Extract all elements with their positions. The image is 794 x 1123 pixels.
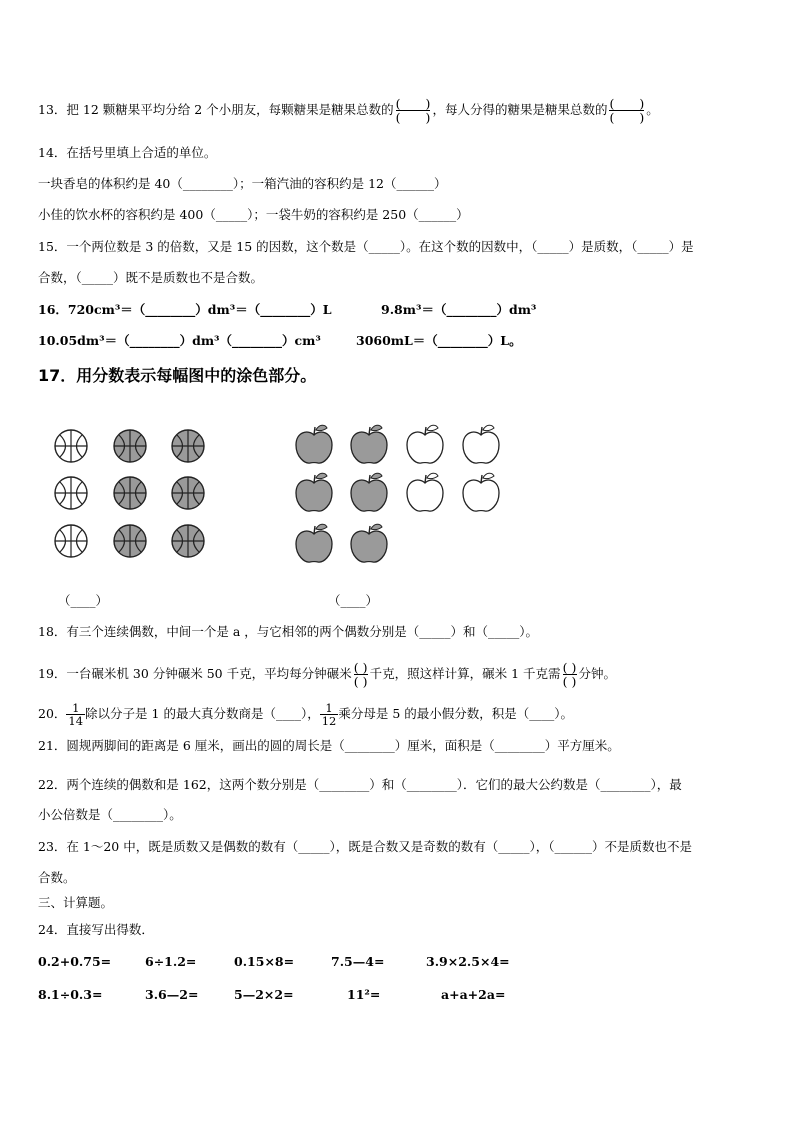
q20-text-b: 乘分母是 5 的最小假分数，积是（____）。	[338, 706, 573, 721]
q24-row1-item: 0.15×8=	[234, 954, 295, 969]
q16-line-2a: 10.05dm³＝（________）dm³（________）cm³	[38, 333, 321, 348]
question-13	[38, 97, 659, 124]
q24-row2-item: 3.6—2=	[145, 987, 199, 1002]
q13-text-b: ，每人分得的糖果是糖果总数的	[432, 102, 608, 117]
basketball-shaded	[114, 525, 146, 557]
q13-fraction-blank-1[interactable]: ( ) ( )	[395, 96, 431, 125]
apple-shaded	[351, 524, 387, 562]
basketball-shaded	[172, 477, 204, 509]
q17-figures	[0, 410, 794, 610]
q24-row1-item: 0.2+0.75=	[38, 954, 112, 969]
apple-unshaded	[463, 425, 499, 463]
q21-text: 21．圆规两脚间的距离是 6 厘米，画出的圆的周长是（________）厘米，面积是（________）平方厘米。	[38, 738, 620, 753]
q14-line-2: 小佳的饮水杯的容积约是 400（_____）；一袋牛奶的容积约是 250（______）	[38, 207, 469, 222]
q14-line-1: 一块香皂的体积约是 40（________）；一箱汽油的容积约是 12（______）	[38, 176, 447, 191]
q20-fraction-2: $\frac{1}{12}$	[321, 701, 337, 728]
q24-row2-item: 5—2×2=	[234, 987, 294, 1002]
basketball-unshaded	[55, 477, 87, 509]
question-19	[38, 661, 616, 688]
apple-unshaded	[407, 473, 443, 511]
q19-text-a: 19．一台碾米机 30 分钟碾米 50 千克，平均每分钟碾米	[38, 666, 352, 681]
q19-text-b: 千克，照这样计算，碾米 1 千克需	[369, 666, 561, 681]
q20-fraction-1: $\frac{1}{14}$	[68, 701, 84, 728]
q15-line-2: 合数，（_____）既不是质数也不是合数。	[38, 270, 264, 285]
q24-row2-item: 8.1÷0.3=	[38, 987, 103, 1002]
q16-line-2b: 3060mL＝（________）L。	[356, 333, 522, 348]
q14-title: 14．在括号里填上合适的单位。	[38, 145, 217, 160]
q19-fraction-blank-2[interactable]: ( ) ( )	[562, 660, 577, 689]
q17-answer-blank-1[interactable]: （____）	[58, 593, 109, 608]
basketball-shaded	[172, 525, 204, 557]
section-3-heading: 三、计算题。	[38, 895, 114, 910]
q15-line-1: 15．一个两位数是 3 的倍数，又是 15 的因数，这个数是（_____）。在这个数的因数中，（_____）是质数，（_____）是	[38, 239, 694, 254]
basketball-group	[55, 430, 204, 557]
q20-text-a: 除以分子是 1 的最大真分数商是（____），	[85, 706, 320, 721]
q24-row2-item: 11²=	[347, 987, 381, 1002]
apple-shaded	[351, 425, 387, 463]
q22-line-1: 22．两个连续的偶数和是 162，这两个数分别是（________）和（________）．它们的最大公约数是（________），最	[38, 777, 682, 792]
q19-text-c: 分钟。	[578, 666, 617, 681]
q13-fraction-blank-2[interactable]: ( ) ( )	[609, 96, 645, 125]
q20-label: 20．	[38, 706, 67, 721]
apple-unshaded	[463, 473, 499, 511]
q16-line-1b: 9.8m³＝（________）dm³	[381, 302, 537, 317]
apple-shaded	[296, 473, 332, 511]
q24-row1-item: 3.9×2.5×4=	[426, 954, 510, 969]
q24-row1-item: 6÷1.2=	[145, 954, 197, 969]
basketball-shaded	[114, 477, 146, 509]
q24-row1-item: 7.5—4=	[331, 954, 385, 969]
apple-shaded	[351, 473, 387, 511]
apple-shaded	[296, 524, 332, 562]
question-20	[38, 702, 573, 727]
q22-line-2: 小公倍数是（________）。	[38, 807, 182, 822]
q17-answer-blank-2[interactable]: （____）	[328, 593, 379, 608]
basketball-unshaded	[55, 430, 87, 462]
q16-line-1a: 16．720cm³＝（________）dm³＝（________）L	[38, 302, 332, 317]
apple-shaded	[296, 425, 332, 463]
basketball-unshaded	[55, 525, 87, 557]
q13-text-a: 13．把 12 颗糖果平均分给 2 个小朋友，每颗糖果是糖果总数的	[38, 102, 394, 117]
q17-title: 17．用分数表示每幅图中的涂色部分。	[38, 366, 317, 385]
basketball-shaded	[114, 430, 146, 462]
apple-unshaded	[407, 425, 443, 463]
q13-text-c: 。	[646, 102, 659, 117]
q19-fraction-blank-1[interactable]: ( ) ( )	[353, 660, 368, 689]
apple-group	[296, 425, 499, 562]
basketball-shaded	[172, 430, 204, 462]
q24-row2-item: a+a+2a=	[441, 987, 506, 1002]
q23-line-2: 合数。	[38, 870, 76, 885]
q18-text: 18．有三个连续偶数，中间一个是 a ，与它相邻的两个偶数分别是（_____）和（_____）。	[38, 624, 539, 639]
q24-title: 24．直接写出得数．	[38, 922, 154, 937]
q23-line-1: 23．在 1～20 中，既是质数又是偶数的数有（_____），既是合数又是奇数的数有（_____），（______）不是质数也不是	[38, 839, 692, 854]
